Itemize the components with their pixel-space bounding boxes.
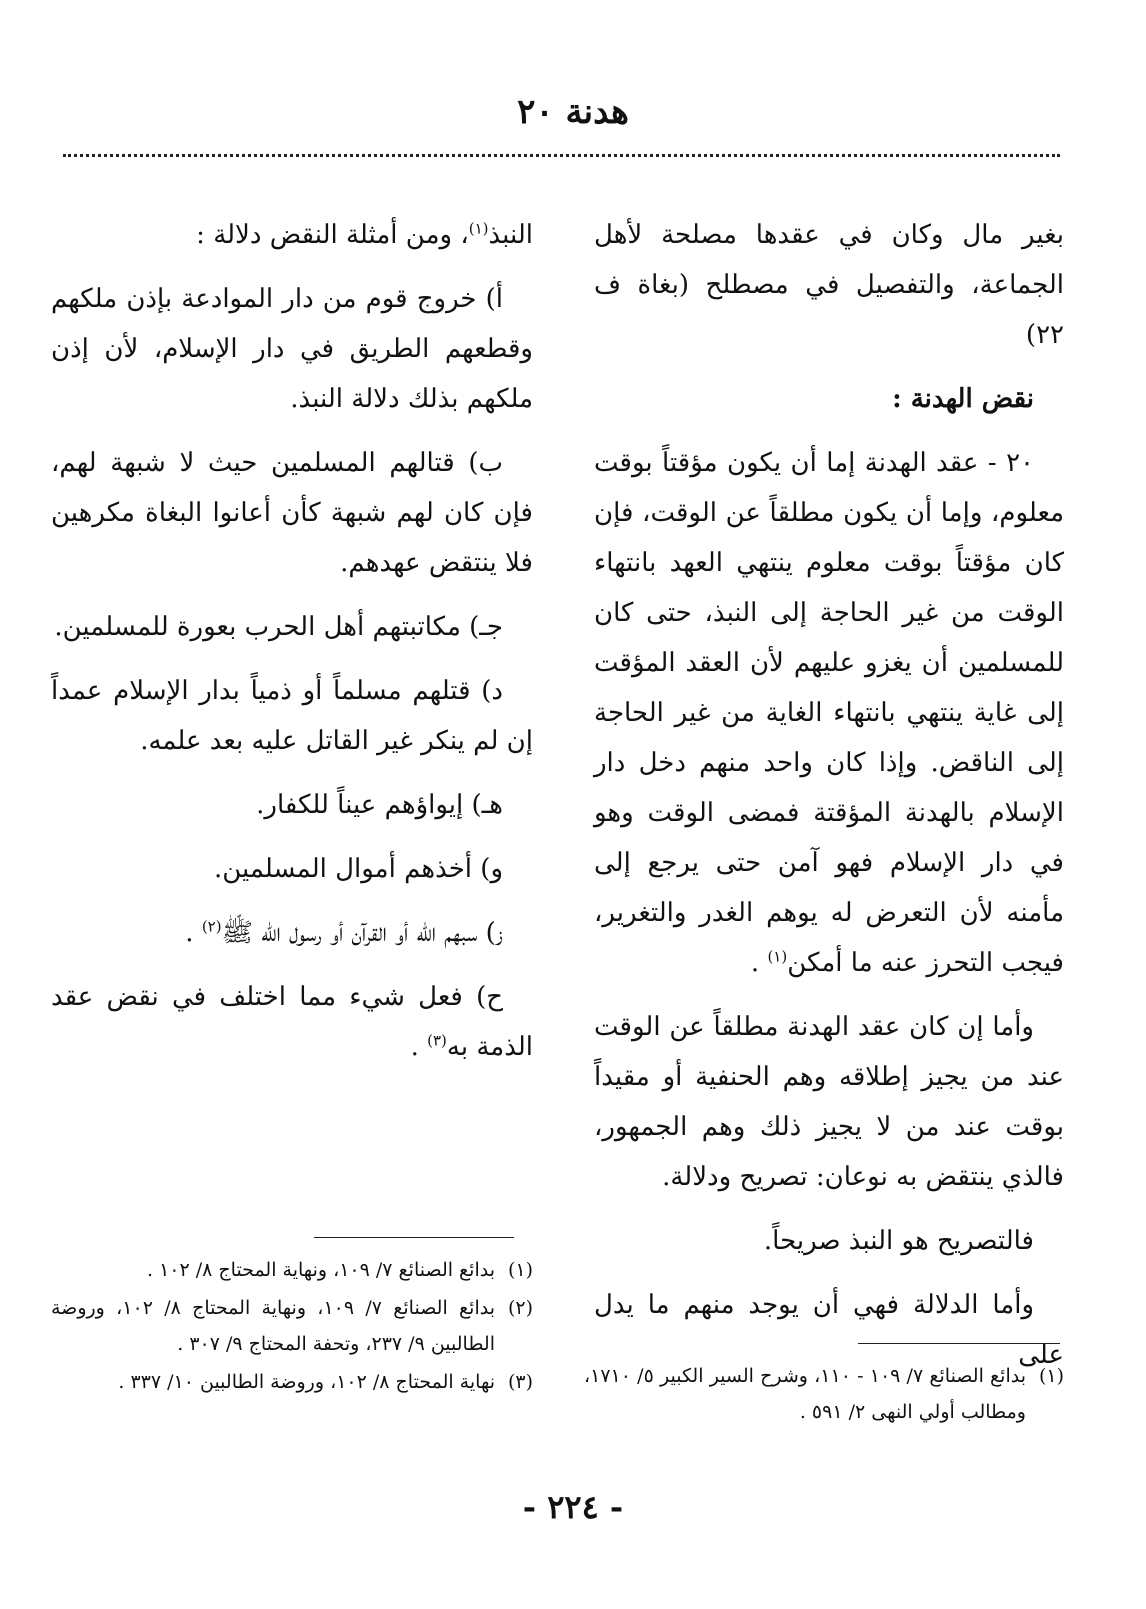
footnotes-right bbox=[584, 1358, 1064, 1432]
footnote-number: (٢) bbox=[507, 1297, 533, 1319]
left-paragraph-1 bbox=[51, 210, 533, 260]
paragraph-text: ، ومن أمثلة النقض دلالة : bbox=[196, 220, 469, 250]
paragraph-end: . bbox=[750, 948, 768, 978]
paragraph-text: ٢٠ - عقد الهدنة إما أن يكون مؤقتاً بوقت معلوم، وإما أن يكون مطلقاً عن الوقت، فإن كان مؤقتاً بوقت معلوم ينتهي العهد بانتهاء الوقت من غير الحاجة إلى النبذ، حتى كان للمسلمين أن يغزو عليهم لأن العقد المؤقت إلى غاية ينتهي بانتهاء الغاية من غير الحاجة إلى الناقض. وإذا كان واحد منهم دخل دار الإسلام بالهدنة المؤقتة فمضى الوقت وهو في دار الإسلام فهو آمن حتى يرجع إلى مأمنه لأن التعرض له يوهم الغدر والتغرير، فيجب التحرز عنه ما أمكن bbox=[594, 448, 1064, 978]
footnote-text: بدائع الصنائع ٧/ ١٠٩، ونهاية المحتاج ٨/ ١٠٢، وروضة الطالبين ٩/ ٢٣٧، وتحفة المحتاج ٩/ ٣٠٧ . bbox=[51, 1297, 495, 1355]
list-item-ha bbox=[51, 972, 533, 1072]
footnote bbox=[51, 1252, 533, 1288]
footnote-text: بدائع الصنائع ٧/ ١٠٩ - ١١٠، وشرح السير الكبير ٥/ ١٧١٠، ومطالب أولي النهى ٢/ ٥٩١ . bbox=[584, 1365, 1026, 1423]
left-column bbox=[51, 210, 533, 1086]
paragraph-text: ح) فعل شيء مما اختلف في نقض عقد الذمة به bbox=[51, 982, 533, 1062]
right-paragraph-1: بغير مال وكان في عقدها مصلحة لأهل الجماعة، والتفصيل في مصطلح (بغاة ف ٢٢) bbox=[594, 220, 1064, 350]
footnote-reference[interactable]: (١) bbox=[468, 219, 489, 238]
right-paragraph-2 bbox=[594, 438, 1064, 988]
list-item-z bbox=[51, 908, 533, 958]
footnotes-left bbox=[51, 1252, 533, 1402]
footnote-text: نهاية المحتاج ٨/ ١٠٢، وروضة الطالبين ١٠/ ٣٣٧ . bbox=[118, 1371, 495, 1393]
right-paragraph-5: وأما الدلالة فهي أن يوجد منهم ما يدل على bbox=[594, 1290, 1064, 1370]
footnote-reference[interactable]: (١) bbox=[767, 947, 788, 966]
list-item-c: جـ) مكاتبتهم أهل الحرب بعورة للمسلمين. bbox=[54, 612, 503, 642]
paragraph-text: ز) سبهم اللّه أو القرآن أو رسول اللّه ﷺ bbox=[221, 918, 503, 948]
footnote-reference[interactable]: (٢) bbox=[201, 917, 222, 936]
page-title: هدنة ٢٠ bbox=[517, 92, 629, 132]
right-paragraph-3: وأما إن كان عقد الهدنة مطلقاً عن الوقت عند من يجيز إطلاقه وهم الحنفية أو مقيداً بوقت عند من لا يجيز ذلك وهم الجمهور، فالذي ينتقض به نوعان: تصريح ودلالة. bbox=[594, 1012, 1064, 1192]
header-dotted-divider bbox=[63, 154, 1060, 157]
footnote-divider bbox=[314, 1237, 514, 1238]
section-heading: نقض الهدنة : bbox=[892, 384, 1034, 414]
page-number: - ٢٢٤ - bbox=[522, 1488, 624, 1526]
footnote bbox=[51, 1364, 533, 1400]
paragraph-end: . bbox=[410, 1032, 428, 1062]
footnote-reference[interactable]: (٣) bbox=[427, 1031, 447, 1050]
list-item-d: د) قتلهم مسلماً أو ذمياً بدار الإسلام عمداً إن لم ينكر غير القاتل عليه بعد علمه. bbox=[51, 676, 533, 756]
footnote-number: (٣) bbox=[507, 1371, 533, 1393]
paragraph-end: . bbox=[185, 918, 202, 948]
footnote-number: (١) bbox=[1038, 1365, 1064, 1387]
footnote-text: بدائع الصنائع ٧/ ١٠٩، ونهاية المحتاج ٨/ ١٠٢ . bbox=[146, 1259, 495, 1281]
footnote bbox=[584, 1358, 1064, 1430]
footnote-number: (١) bbox=[507, 1259, 533, 1281]
footnote-divider bbox=[858, 1343, 1060, 1344]
footnote bbox=[51, 1290, 533, 1362]
list-item-w: و) أخذهم أموال المسلمين. bbox=[213, 854, 503, 884]
list-item-b: ب) قتالهم المسلمين حيث لا شبهة لهم، فإن كان لهم شبهة كأن أعانوا البغاة مكرهين فلا ينتقض عهدهم. bbox=[51, 448, 533, 578]
right-column bbox=[594, 210, 1064, 1394]
right-paragraph-4: فالتصريح هو النبذ صريحاً. bbox=[763, 1226, 1034, 1256]
list-item-h: هـ) إيواؤهم عيناً للكفار. bbox=[256, 790, 503, 820]
paragraph-text: النبذ bbox=[488, 220, 533, 250]
list-item-a: أ) خروج قوم من دار الموادعة بإذن ملكهم وقطعهم الطريق في دار الإسلام، لأن إذن ملكهم بذلك دلالة النبذ. bbox=[51, 284, 533, 414]
